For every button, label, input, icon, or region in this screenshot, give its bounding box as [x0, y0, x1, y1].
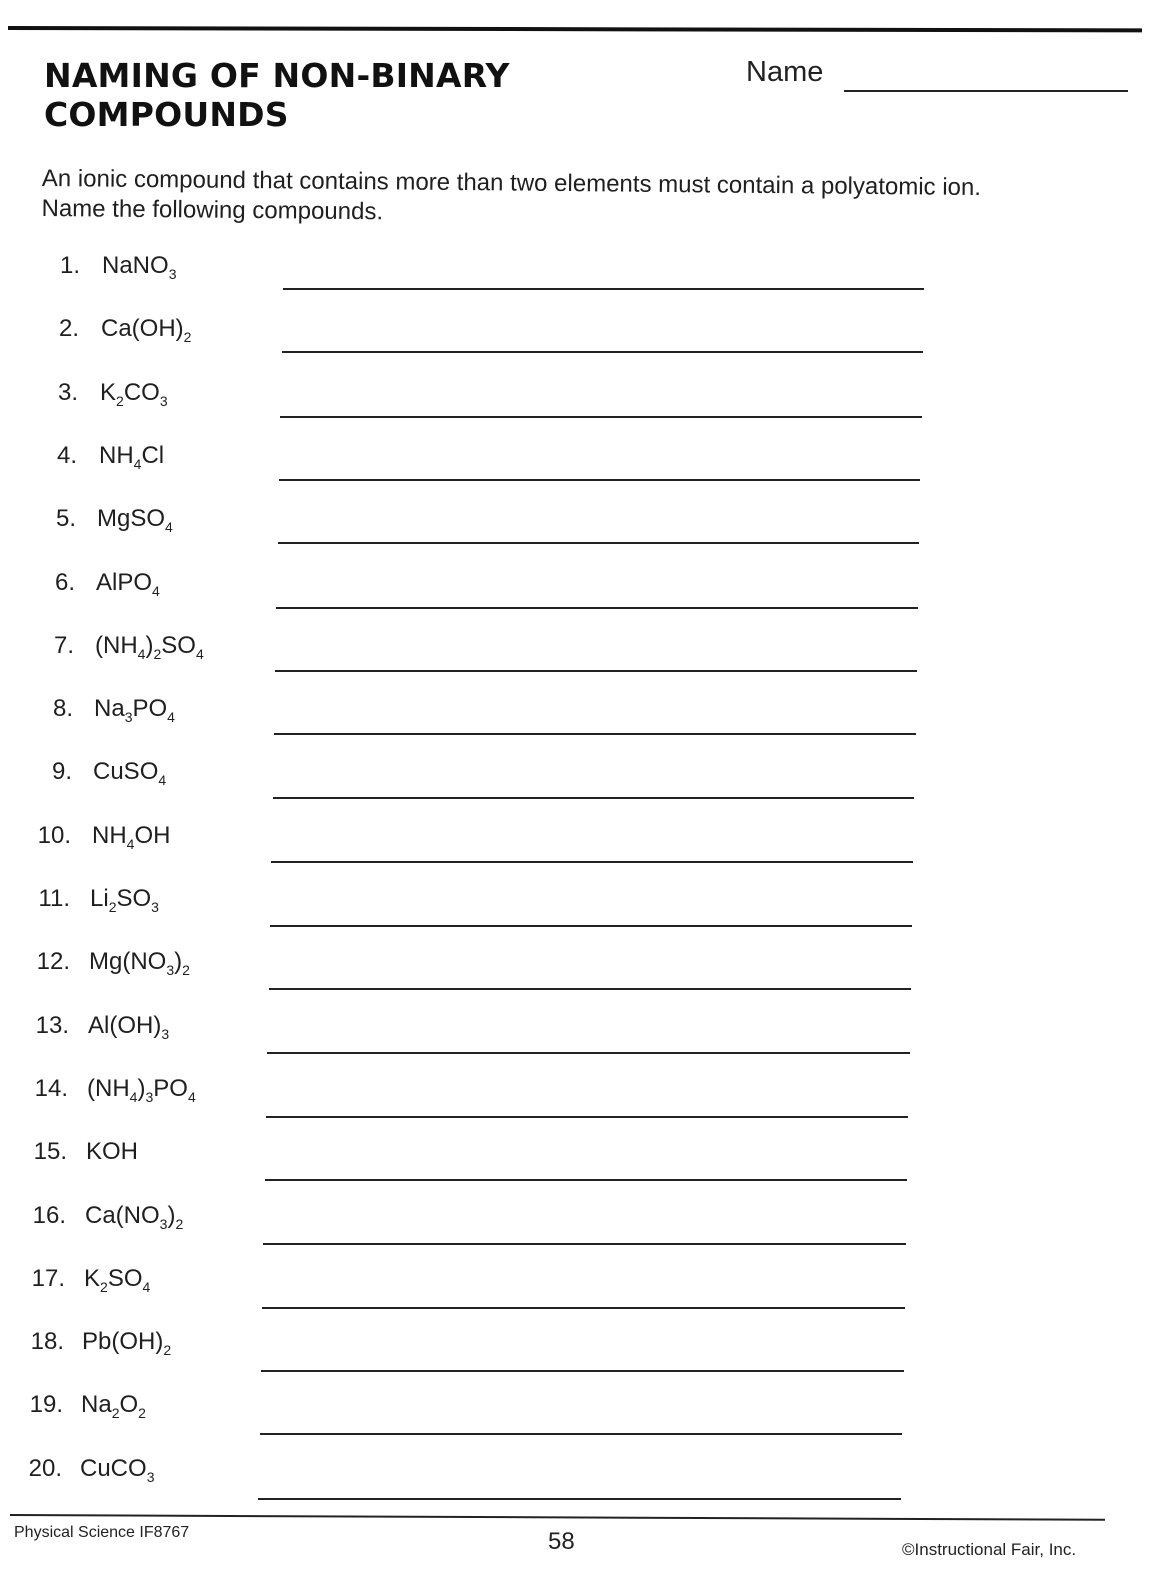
instructions-line-2: Name the following compounds.: [41, 194, 384, 226]
question-number: 10.: [37, 821, 71, 849]
question-number: 16.: [32, 1201, 66, 1229]
question-number: 14.: [34, 1074, 68, 1102]
answer-line[interactable]: [262, 1307, 905, 1309]
compound-formula: $Na_2O_2$: [81, 1391, 146, 1422]
question-number: 13.: [35, 1011, 69, 1039]
compound-formula: $Li_2SO_3$: [90, 885, 159, 915]
answer-line[interactable]: [279, 479, 920, 481]
formula-subscript: 3: [159, 1215, 168, 1232]
compound-formula: $K_2CO_3$: [100, 378, 168, 409]
answer-line[interactable]: [276, 607, 918, 609]
question-number: 7.: [53, 631, 74, 659]
question-number: 15.: [33, 1138, 67, 1166]
formula-subscript: 3: [146, 1468, 155, 1485]
compound-formula: $Na_3PO_4$: [94, 695, 175, 726]
formula-subscript: 3: [159, 392, 168, 409]
answer-line[interactable]: [269, 988, 911, 990]
formula-subscript: 3: [168, 266, 177, 282]
compound-formula: $Ca(OH)_2$: [101, 315, 192, 346]
compound-formula: $Ca(NO_3)_2$: [85, 1201, 184, 1232]
formula-subscript: 4: [158, 772, 167, 789]
question-number: 8.: [52, 695, 73, 723]
question-number: 4.: [56, 441, 77, 469]
formula-subscript: 2: [111, 1405, 120, 1422]
formula-subscript: 3: [151, 899, 159, 915]
footer-copyright: ©Instructional Fair, Inc.: [902, 1540, 1077, 1559]
formula-subscript: 4: [187, 1088, 196, 1105]
answer-line[interactable]: [261, 1370, 904, 1372]
compound-formula: $Al(OH)_3$: [88, 1011, 170, 1042]
answer-line[interactable]: [273, 797, 914, 799]
question-number: 12.: [36, 948, 70, 976]
formula-subscript: 4: [195, 645, 204, 662]
compound-formula: MgSO$_4$: [97, 505, 173, 536]
compound-formula: $K_2SO_4$: [84, 1264, 151, 1295]
formula-subscript: 2: [108, 899, 117, 915]
answer-line[interactable]: [275, 670, 917, 672]
formula-subscript: 2: [100, 1278, 108, 1295]
answer-line[interactable]: [278, 542, 919, 544]
question-number: 6.: [54, 568, 75, 596]
question-number: 5.: [55, 505, 76, 533]
answer-line[interactable]: [280, 416, 922, 418]
formula-subscript: 4: [165, 519, 173, 536]
formula-subscript: 4: [167, 709, 175, 726]
answer-line[interactable]: [271, 861, 913, 863]
compound-formula: $Mg(NO_3)_2$: [89, 948, 190, 979]
compound-formula: CuSO$_4$: [93, 758, 167, 789]
compound-formula: CuCO$_3$: [80, 1454, 155, 1485]
compound-formula: $(NH_4)_3PO_4$: [87, 1074, 196, 1105]
question-number: 3.: [57, 378, 78, 406]
formula-subscript: 2: [153, 645, 162, 662]
formula-subscript: 4: [129, 1088, 138, 1105]
formula-subscript: 3: [145, 1088, 154, 1105]
compound-formula: KOH: [86, 1138, 139, 1166]
question-number: 1.: [59, 252, 80, 279]
answer-line[interactable]: [266, 1116, 908, 1118]
title-line-1: NAMING OF NON-BINARY: [44, 56, 510, 95]
question-number: 9.: [51, 758, 72, 786]
question-number: 2.: [58, 315, 79, 343]
title-line-2: COMPOUNDS: [44, 95, 289, 134]
answer-line[interactable]: [282, 351, 923, 353]
formula-subscript: 3: [161, 1025, 170, 1042]
answer-line[interactable]: [274, 733, 916, 735]
compound-formula: $(NH_4)_2SO_4$: [95, 631, 204, 662]
answer-line[interactable]: [267, 1052, 910, 1054]
answer-line[interactable]: [270, 925, 912, 927]
question-number: 20.: [28, 1454, 62, 1482]
formula-subscript: 4: [137, 645, 146, 662]
compound-formula: $Pb(OH)_2$: [82, 1328, 172, 1359]
name-label: Name: [746, 56, 824, 88]
formula-subscript: 4: [142, 1278, 151, 1295]
formula-subscript: 2: [163, 1342, 172, 1359]
compound-formula: $NH_4OH$: [92, 821, 171, 852]
formula-subscript: 2: [175, 1215, 184, 1232]
page-number: 58: [548, 1528, 575, 1555]
formula-subscript: 4: [133, 455, 142, 472]
formula-subscript: 2: [116, 392, 124, 409]
question-number: 17.: [31, 1264, 65, 1292]
answer-line[interactable]: [283, 288, 924, 290]
question-number: 18.: [30, 1328, 64, 1356]
formula-subscript: 2: [138, 1405, 146, 1422]
instructions-line-1: An ionic compound that contains more than two elements must contain a polyatomic ion.: [41, 164, 982, 202]
compound-formula: NaNO$_3$: [102, 252, 177, 282]
formula-subscript: 4: [126, 835, 135, 852]
question-number: 11.: [38, 885, 70, 912]
answer-line[interactable]: [263, 1243, 906, 1245]
footer-course-code: Physical Science IF8767: [14, 1524, 190, 1541]
compound-formula: $NH_4Cl$: [99, 441, 165, 472]
answer-line[interactable]: [260, 1433, 902, 1435]
formula-subscript: 4: [152, 582, 160, 599]
formula-subscript: 2: [183, 329, 192, 346]
formula-subscript: 2: [182, 962, 190, 979]
answer-line[interactable]: [258, 1498, 901, 1500]
formula-subscript: 3: [166, 962, 175, 979]
formula-subscript: 3: [124, 709, 133, 726]
question-number: 19.: [29, 1391, 63, 1419]
answer-line[interactable]: [265, 1179, 907, 1181]
compound-formula: AlPO$_4$: [96, 568, 160, 599]
